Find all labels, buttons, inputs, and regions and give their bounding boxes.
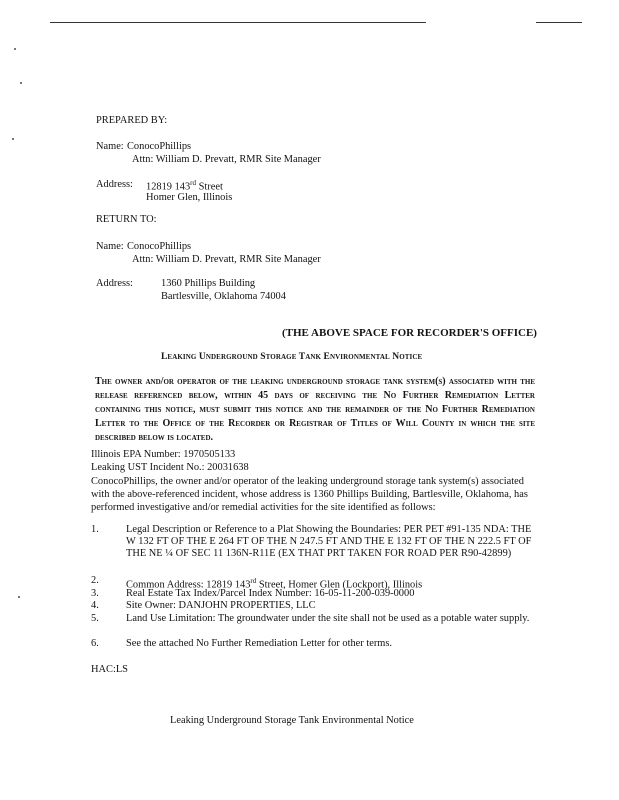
item-tax-index: Real Estate Tax Index/Parcel Index Number: 16-05-11-200-039-0000 — [126, 588, 415, 599]
epa-number: Illinois EPA Number: 1970505133 — [91, 449, 236, 460]
body-paragraph: ConocoPhillips, the owner and/or operator of the leaking underground storage tank system(s) associated with the above-referenced incident, whose address is 1360 Phillips Building, Bartlesville, Oklahoma, has performed investigative and/or remedial activities for the site identified as follows: — [91, 476, 528, 513]
scan-speck — [20, 82, 22, 84]
scan-speck — [12, 138, 14, 140]
prepared-attn: Attn: William D. Prevatt, RMR Site Manager — [132, 154, 321, 165]
item-number: 1. — [91, 524, 99, 535]
prepared-name: ConocoPhillips — [127, 141, 192, 152]
return-address-line2: Bartlesville, Oklahoma 74004 — [161, 291, 286, 302]
recorder-space-note: (THE ABOVE SPACE FOR RECORDER'S OFFICE) — [282, 327, 537, 339]
prepared-by-heading: PREPARED BY: — [96, 115, 168, 126]
item-see-attached: See the attached No Further Remediation Letter for other terms. — [126, 638, 393, 649]
prepared-address-city: Homer Glen, Illinois — [146, 192, 233, 203]
prepared-address-street: 12819 143rd Street — [146, 179, 223, 193]
item-number: 5. — [91, 613, 99, 624]
return-address-label: Address: — [96, 278, 133, 289]
ust-incident-number: Leaking UST Incident No.: 20031638 — [91, 462, 249, 473]
return-attn: Attn: William D. Prevatt, RMR Site Manager — [132, 254, 321, 265]
typist-initials: HAC:LS — [91, 664, 128, 675]
scan-speck — [18, 596, 20, 598]
top-rule-left — [50, 22, 426, 23]
return-to-heading: RETURN TO: — [96, 214, 157, 225]
notice-caps-paragraph: The owner and/or operator of the leaking underground storage tank system(s) associated with the release referenced below, within 45 days of receiving the No Further Remediation Letter containing this notice, must submit this notice and the remainder of the No Further Remediation Letter to the Office of the Recorder or Registrar of Titles of Will County in which the site described below is located. — [95, 376, 535, 443]
return-name: ConocoPhillips — [127, 241, 192, 252]
return-address-line1: 1360 Phillips Building — [161, 278, 256, 289]
prepared-name-label: Name: — [96, 141, 124, 152]
item-number: 6. — [91, 638, 99, 649]
return-name-label: Name: — [96, 241, 124, 252]
scan-speck — [14, 48, 16, 50]
prepared-address-label: Address: — [96, 179, 133, 190]
item-number: 3. — [91, 588, 99, 599]
notice-title: Leaking Underground Storage Tank Environmental Notice — [161, 352, 423, 362]
item-number: 4. — [91, 600, 99, 611]
item-common-address: Common Address: 12819 143rd Street, Homer Glen (Lockport), Illinois — [126, 577, 423, 591]
item-number: 2. — [91, 575, 99, 586]
item-site-owner: Site Owner: DANJOHN PROPERTIES, LLC — [126, 600, 316, 611]
top-rule-right — [536, 22, 582, 23]
item-legal-description: Legal Description or Reference to a Plat Showing the Boundaries: PER PET #91-135 NDA: THE W 132 FT OF THE E 264 FT OF THE N 247.5 FT AND THE E 132 FT OF THE N 222.5 FT OF THE NE ¼ OF SEC 11 136N-R11E (EX THAT PRT TAKEN FOR ROAD PER R90-42899) — [126, 524, 532, 559]
item-land-use-limitation: Land Use Limitation: The groundwater under the site shall not be used as a potable water supply. — [126, 613, 530, 624]
footer-title: Leaking Underground Storage Tank Environmental Notice — [170, 715, 414, 726]
